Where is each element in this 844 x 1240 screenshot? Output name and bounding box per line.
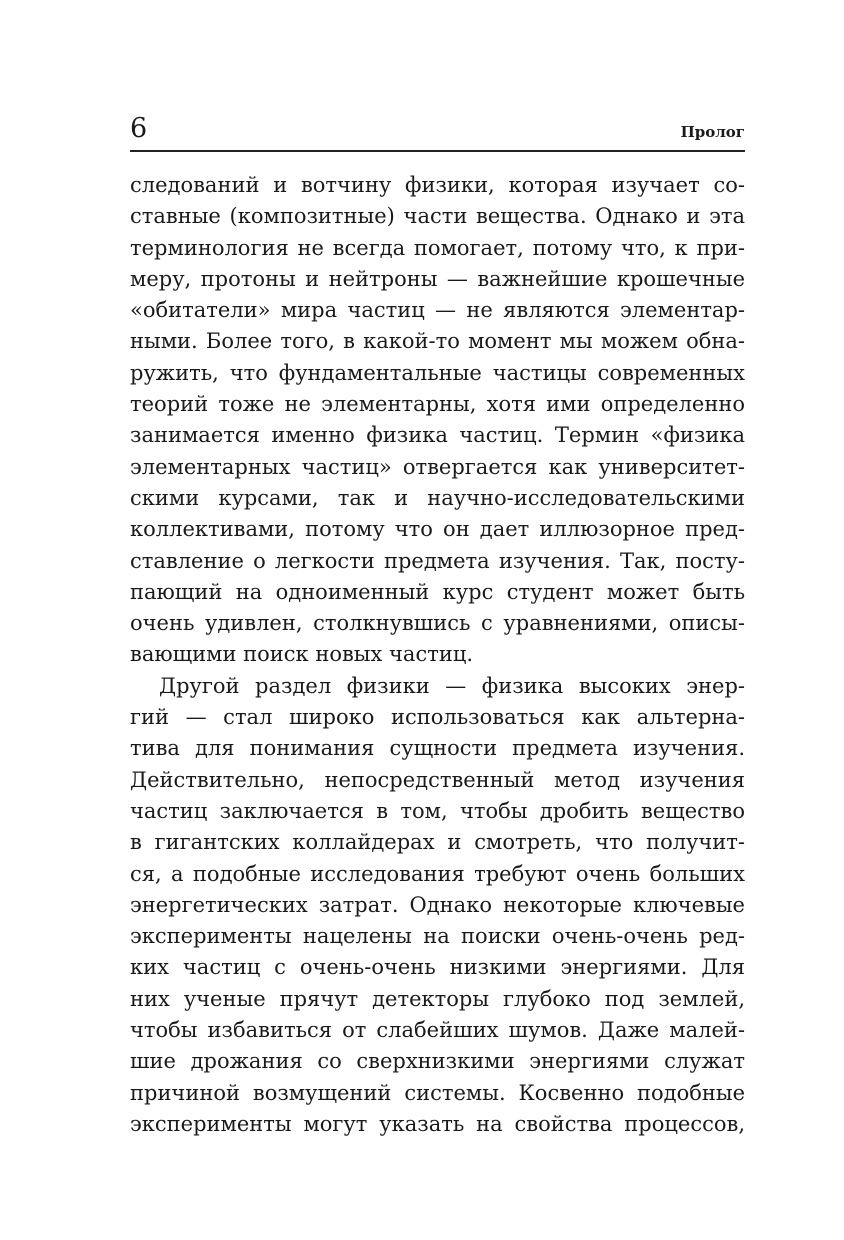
text-line: ких частиц с очень-очень низкими энергиями. Для (130, 955, 745, 980)
text-line: терминология не всегда помогает, потому что, к при- (130, 235, 745, 260)
text-line: тива для понимания сущности предмета изучения. (130, 736, 745, 761)
text-line: ружить, что фундаментальные частицы современных (130, 360, 745, 385)
text-line: ставление о легкости предмета изучения. Так, посту- (130, 548, 745, 573)
text-line: частиц заключается в том, чтобы дробить вещество (130, 798, 745, 823)
text-line: ся, а подобные исследования требуют очень больших (130, 861, 745, 886)
text-line: очень удивлен, столкнувшись с уравнениями, описы- (130, 611, 745, 636)
running-header (130, 110, 745, 152)
text-line: скими курсами, так и научно-исследовательскими (130, 485, 745, 510)
text-line: в гигантских коллайдерах и смотреть, что получит- (130, 830, 745, 855)
text-line: шие дрожания со сверхнизкими энергиями служат (130, 1049, 745, 1074)
text-line: них ученые прячут детекторы глубоко под землей, (130, 986, 745, 1011)
text-line: теорий тоже не элементарны, хотя ими определенно (130, 392, 745, 417)
text-line: ставные (композитные) части вещества. Однако и эта (130, 204, 745, 229)
text-line: причиной возмущений системы. Косвенно подобные (130, 1080, 745, 1105)
text-line: занимается именно физика частиц. Термин «физика (130, 423, 745, 448)
text-line: «обитатели» мира частиц — не являются элементар- (130, 298, 745, 323)
text-line: чтобы избавиться от слабейших шумов. Даже малей- (130, 1018, 745, 1043)
text-line: ными. Более того, в какой-то момент мы можем обна- (130, 329, 745, 354)
text-line: энергетических затрат. Однако некоторые ключевые (130, 892, 745, 917)
text-line: гий — стал широко использоваться как альтерна- (130, 705, 745, 730)
text-line: пающий на одноименный курс студент может быть (130, 579, 745, 604)
text-line: элементарных частиц» отвергается как университет- (130, 454, 745, 479)
paragraph-last-line: вающими поиск новых частиц. (130, 642, 474, 667)
text-line: Действительно, непосредственный метод изучения (130, 767, 745, 792)
text-line: эксперименты нацелены на поиски очень-очень ред- (130, 924, 745, 949)
text-line: следований и вотчину физики, которая изучает со- (130, 173, 745, 197)
text-line: меру, протоны и нейтроны — важнейшие крошечные (130, 266, 745, 291)
paragraph-first-line: Другой раздел физики — физика высоких энер- (159, 673, 745, 698)
text-line: коллективами, потому что он дает иллюзорное пред- (130, 517, 745, 542)
running-title: Пролог (680, 123, 745, 141)
text-line: эксперименты могут указать на свойства процессов, (130, 1111, 745, 1136)
page-number: 6 (130, 113, 148, 144)
body-text (130, 170, 745, 1140)
